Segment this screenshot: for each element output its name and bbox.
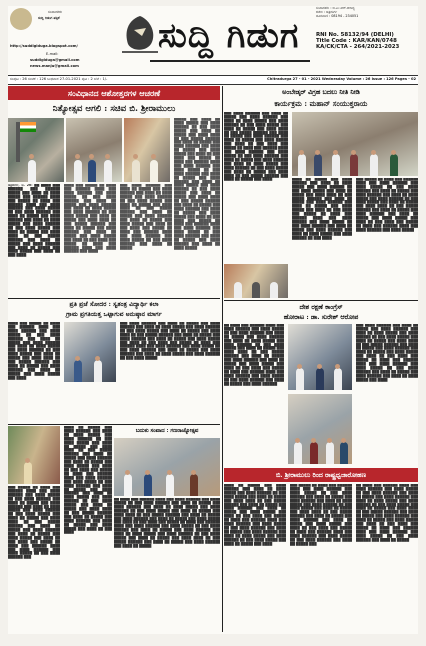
story6-column-1: ████ ██ █████ ███ ████ ██████ ███ ████ ██ ████ █████ ███ ████ ██████ ██ ███ ████ █████ ███ ████ ██ █████ ███ ████ ████ ██ ███ █████ ██████ ███ ████ ██ █████ ███ ████ ██████ ███ ████ ██ █████ ███ ████ █████ ███ ████ ██ ███ ████ ███ █████ ██ ████ ███ ██████ ████ ███ ████ ██████ ███ ████ █████ ██ ███ ████ ██████ ███ ████ ██ █████ ███ ████ ██████ ███ ████ ██ ████ █████ ███ ████ ██████ ██ ███ ████ █████ ███ ████ ██ █████ ███ ████ [224,484,286,546]
divider-1 [8,298,220,299]
email-label: E-mail: [46,52,59,56]
story3-headline-a: ದೇಶ ರಕ್ಷಣೆ ಕಾಂಗ್ರೆಸ್ [299,303,343,311]
story1-dateline: ಚಿತ್ರದುರ್ಗ, ಜ. 26: [8,184,33,187]
story4-headline-a: ಪ್ರತಿ ಪ್ರಜೆ ಸೋದರ : ಸ್ವತಂತ್ರ ವಿದ್ಯಾರ್ಥಿ ಕಲಾ [69,301,159,308]
office-line: ಕಚೇರಿ : ಚಿತ್ರದುರ್ಗ [316,10,338,15]
story3-column-1: ██ ████ ███ ██████ ████ ███ ████ ██████ ███ ████ █████ ██ ███ ████ ██████ ███ ████ ██ █████ ███ ████ ██████ ███ ████ ██ ████ █████ ███ ████ ██████ ██ ███ ████ █████ ███ ████ ██ █████ ███ ████ ████ ██ ███ █████ ██████ ███ ████ ██ █████ ███ ████ ██████ ███ ████ ██ █████ ███ ████ █████ ███ ████ ██ ███ ████ ███ █████ ██ ████ ███ ██████ ████ ███ ████ ██████ ███ ████ █████ ██ ███ ████ ██████ ███ ████ ██ █████ ███ ████ ██████ [224,324,284,386]
story2-headline-b: ಕಾರ್ಯಕ್ರಮ : ಮಹಾನ್ ಸಂಯುಕ್ತರಾಯ [274,99,368,108]
story6-column-3: ██ ████ ███ ██████ ████ ███ ████ ██████ ███ ████ █████ ██ ███ ████ ██████ ███ ████ ██ █████ ███ ████ ██████ ███ ████ ██ ████ █████ ███ ████ ██████ ██ ███ ████ █████ ███ ████ ██ █████ ███ ████ ████ ██ ███ █████ ██████ ███ ████ ██ █████ ███ ████ ██████ ███ ████ ██ █████ ███ ████ █████ ███ ████ ██ ███ ████ ███ █████ ██ ████ ███ ██████ ████ ███ ████ ██████ ███ ████ █████ ██ ███ ████ ██████ ███ ████ ██ █████ [356,484,418,542]
story4-photo [64,322,116,382]
story4-headline-b: ಗ್ರಾಮ ಪ್ರಗತಿಯತ್ತ ಒಟ್ಟಾಗುವ ಅನುಷ್ಠಾನ ಮಾರ್ಗ [66,311,162,318]
story5-headline: ಬದುಕು ಸಂವಾದ : ಗಣರಾಜ್ಯೋತ್ಸವ [135,428,199,434]
header-left-info [8,6,118,78]
story2-photo [292,112,418,176]
dateline-left: ಸಂಪುಟ : 26 ಸಂಚಿಕೆ : 126 ಬುಧವಾರ 27-01-2021 ಪುಟ : 2 ಬೆಲೆ : 1/- [10,77,108,81]
story1-banner: ಸಂವಿಧಾನದ ಆಶೋತ್ತರಗಳ ಆಚರಣೆ [8,86,220,100]
story1-column-4: █████ ███ ████ ██ ████ █████ ███ ████ ██████ ██ ███ ████ █████ ███ ████ ██ █████ ███ ████ ████ ██ ███ █████ ██████ ███ ████ ██ █████ ███ ████ ██████ ███ ████ ██ █████ ███ ████ █████ ███ ████ ██ ███ ████ ███ █████ ██ ████ ███ ██████ ████ ███ ████ ██████ ███ ████ █████ ██ ███ ████ ██████ ███ ████ ██ █████ ███ ████ ██████ ███ ████ ██ ████ █████ ███ ████ ██████ ██ ███ ████ █████ ███ ████ ██ █████ ███ ████ ████ ██ ███ █████ ██████ ███ ████ ██ █████ ███ ████ ██████ ███ ████ ██ █████ ███ ████ █████ ███ ████ ██ ███ ████ ███ █████ ██ ████ ███ ██████ ████ ███ ████ ██████ ███ ████ █████ ██ ███ ████ ██████ ███ ████ ██ █████ ███ ████ ██████ ███ ████ ██ ████ █████ [174,118,220,250]
story5-column-3: ██ ████ ███ ██████ ████ ███ ████ ██████ ███ ████ █████ ██ ███ ████ ██████ ███ ████ ██ █████ ███ ████ ██████ ███ ████ ██ ████ █████ ███ ████ ██████ ██ ███ ████ █████ ███ ████ ██ █████ ███ ████ ████ ██ ███ █████ ██████ ███ ████ ██ █████ ███ ████ ██████ ███ ████ ██ █████ ███ ████ █████ ███ ████ ██ ███ ████ ███ █████ ██ ████ ███ ██████ ████ ███ ████ ██████ ███ ████ █████ ██ ███ ████ ██████ ███ ████ ██ █████ ███ ████ ██████ ███ ████ ██ ████ █████ ███ ████ ██████ ██ ███ ████ █████ ███ ████ ██ █████ ███ ████ ████ ██ ███ █████ ██████ ███ ████ ██ █████ ███ ████ ██████ ███ ████ ██ █████ [114,498,220,548]
story3-photo [288,324,352,390]
story5-photo-2 [114,438,220,496]
story1-column-2: ████ ███ █████ ██ ████ ███ ██████ ████ ███ ████ ██████ ███ ████ █████ ██ ███ ████ ██████ ███ ████ ██ █████ ███ ████ ██████ ███ ████ ██ ████ █████ ███ ████ ██████ ██ ███ ████ █████ ███ ████ ██ █████ ███ ████ ████ ██ ███ █████ ██████ ███ ████ ██ █████ ███ ████ ██████ ███ ████ ██ █████ ███ ████ █████ ███ ████ ██ ███ ████ ███ █████ ██ ████ ███ ██████ ████ ███ ████ ██████ ███ ████ [64,184,116,254]
header-left-line2: ಸುದ್ದಿ ಗಿಡುಗ ಪತ್ರಿಕೆ [38,16,60,20]
registration-number: KA/CK/CTA - 264/2021-2023 [316,44,400,51]
newspaper-page [8,6,418,634]
phone-line: ದೂರವಾಣಿ : 08194 - 234051 [316,14,359,19]
header-right-info [316,6,418,76]
story6-column-2: ███ █████ ██ ████ ███ ██████ ████ ███ ████ ██████ ███ ████ █████ ██ ███ ████ ██████ ███ ████ ██ █████ ███ ████ ██████ ███ ████ ██ ████ █████ ███ ████ ██████ ██ ███ ████ █████ ███ ████ ██ █████ ███ ████ ████ ██ ███ █████ ██████ ███ ████ ██ █████ ███ ████ ██████ ███ ████ ██ █████ ███ ████ █████ ███ ████ ██ ███ ████ ███ █████ ██ ████ ███ ██████ ████ ███ ████ ██████ ███ ████ █████ ██ ███ ████ ██████ ███ ████ ██ █████ ███ [290,484,352,546]
story5-column-2: ████ ██ █████ ███ ████ ██████ ███ ████ ██ ████ █████ ███ ████ ██████ ██ ███ ████ █████ ███ ████ ██ █████ ███ ████ ████ ██ ███ █████ ██████ ███ ████ ██ █████ ███ ████ ██████ ███ ████ ██ █████ ███ ████ █████ ███ ████ ██ ███ ████ ███ █████ ██ ████ ███ ██████ ████ ███ ████ ██████ ███ ████ █████ ██ ███ ████ ██████ ███ ████ ██ █████ ███ ████ ██████ ███ ████ ██ ████ █████ ███ ████ ██████ ██ ███ ████ █████ ███ ████ ██ █████ ███ ████ ████ ██ ███ █████ ██████ ███ ████ ██ █████ ███ ████ ██████ ███ ████ ██ █████ ███ ████ █████ ███ ████ ██ ███ ████ [64,426,112,535]
story1-column-1: ಚಿತ್ರದುರ್ಗ, ಜ. 26: ██ ████ ███ ██████ ███ ██████ █████ ███ ████ ██ ████ █████ ███ ██████ ████ ███ █████ ██ ████ ███ ██████ ████ ███ ████ ██████ ███ ████ █████ ██ ███ ████ ██████ ███ ████ ██ █████ ███ ████ ██████ ███ ████ ██ ████ █████ ███ ████ ██████ ██ ███ ████ █████ ███ ████ ██ █████ ███ ████ ████ ██ ███ █████ ██████ ███ ████ ██ █████ ███ ████ ██████ ███ ████ ██ █████ ███ ████ █████ ███ ████ ██ ███ ████ [8,184,60,258]
dateline-bar [8,75,418,85]
story2-column-2: ████ ██ █████ ███ ████ ██████ ███ ████ ██ ████ █████ ███ ████ ██████ ██ ███ ████ █████ ███ ████ ██ █████ ███ ████ ████ ██ ███ █████ ██████ ███ ████ ██ █████ ███ ████ ██████ ███ ████ ██ █████ ███ ████ █████ ███ ████ ██ ███ ████ ███ █████ ██ ████ ███ ██████ ████ ███ ████ ██████ ███ ████ █████ ██ ███ ████ ██████ ███ ████ ██ █████ ███ ████ ██████ ███ ████ ██ ████ █████ ███ ████ ██████ ██ ███ ████ [292,178,352,240]
story2-column-1: ███ ████ ██████ ███ ████ ██ █████ ███ ████ ██████ ███ ████ ██ ████ █████ ███ ████ ██████ ██ ███ ████ █████ ███ ████ ██ █████ ███ ████ ████ ██ ███ █████ ██████ ███ ████ ██ █████ ███ ████ ██████ ███ ████ ██ █████ ███ ████ █████ ███ ████ ██ ███ ████ ███ █████ ██ ████ ███ ██████ ████ ███ ████ ██████ ███ ████ █████ ██ ███ ████ ██████ ███ ████ ██ █████ ███ ████ ██████ ███ ████ ██ ████ █████ ███ ████ ██████ ██ ███ ████ █████ ███ ████ ██ █████ ███ ████ ████ ██ ███ █████ ██████ ███ ████ ██ █████ ███ ████ [224,112,288,182]
email-address-2[interactable]: news.manju@gmail.com [30,64,79,68]
masthead-underline [150,60,310,62]
story1-photo-2 [66,118,122,182]
emblem-icon [10,8,32,30]
story3-photo-2 [288,394,352,464]
story1-column-3: ███ ████ ██████ ███ ████ ██ █████ ███ ████ ██████ ███ ████ ██ ████ █████ ███ ████ ██████ ██ ███ ████ █████ ███ ████ ██ █████ ███ ████ ████ ██ ███ █████ ██████ ███ ████ ██ █████ ███ ████ ██████ ███ ████ ██ █████ ███ ████ █████ ███ ████ ██ ███ ████ ███ █████ ██ ████ ███ ██████ ████ ███ ████ ██████ ███ ████ █████ ██ ███ ████ ██████ ███ ████ ██ █████ [120,184,172,250]
title-code: Title Code : KAR/KAN/0748 [316,38,397,45]
dateline-right: Chitradurga 27 - 01 - 2021 Wednesday Volume : 26 Issue : 126 Pages - 02 [267,77,416,81]
rni-number: RNI No. 58132/94 (DELHI) [316,32,394,39]
story5-column-1: ███ █████ ██ ████ ███ ██████ ████ ███ ████ ██████ ███ ████ █████ ██ ███ ████ ██████ ███ ████ ██ █████ ███ ████ ██████ ███ ████ ██ ████ █████ ███ ████ ██████ ██ ███ ████ █████ ███ ████ ██ █████ ███ ████ ████ ██ ███ █████ ██████ ███ ████ ██ █████ ███ ████ ██████ ███ ████ ██ █████ ███ ████ █████ ███ ████ ██ ███ ████ ███ █████ ██ ████ ███ ██████ ████ ███ ████ ██████ ███ ████ █████ ██ ███ ████ ██████ ███ [8,486,60,560]
email-address-1[interactable]: suddigiduga@gmail.com [30,58,80,62]
story2-column-3: ███ █████ ██ ████ ███ ██████ ████ ███ ████ ██████ ███ ████ █████ ██ ███ ████ ██████ ███ ████ ██ █████ ███ ████ ██████ ███ ████ ██ ████ █████ ███ ████ ██████ ██ ███ ████ █████ ███ ████ ██ █████ ███ ████ ████ ██ ███ █████ ██████ ███ ████ ██ █████ ███ ████ ██████ ███ ████ ██ █████ ███ ████ █████ ███ ████ ██ ███ ████ ███ █████ ██ ████ ███ ██████ ████ ███ ████ ██████ ███ ████ █████ [356,178,418,232]
divider-2 [8,424,220,425]
story6-banner: ಬಿ. ಶ್ರೀರಾಮುಲು ರಿಂದ ರಾಷ್ಟ್ರಧ್ವಜಾರೋಹಣ [224,468,418,482]
masthead [120,10,310,68]
story5-photo-1 [8,426,60,484]
editor-line: ಸಂಪಾದಕರು : ಜಿ.ಎಂ.ಆರ್.ಆರಾಧ್ಯ [316,6,355,10]
story3-headline-b: ಹೋರಾಟ : ಡಾ. ಸುರೇಶ್ ಆರೋಪ [283,313,359,321]
divider-3 [224,300,418,301]
masthead-title: ಸುದ್ದಿ ಗಿಡುಗ [158,16,300,56]
story2-headline-a: ಅಂಬೇಡ್ಕರ್ ವಿಗ್ರಹ ಬದಲು ನೀತಿ ನೀಡಿ [282,88,360,96]
hawk-logo-icon [120,12,160,56]
story1-photo-1 [8,118,64,182]
story4-column-1: ████ ███ █████ ██ ████ ███ ██████ ████ ███ ████ ██████ ███ ████ █████ ██ ███ ████ ██████ ███ ████ ██ █████ ███ ████ ██████ ███ ████ ██ ████ █████ ███ ████ ██████ ██ ███ ████ █████ ███ ████ ██ █████ ███ ████ ████ ██ ███ █████ ██████ ███ ████ ██ █████ ███ ████ ██████ ███ ████ ██ █████ ███ ████ █████ ███ ████ [8,322,60,380]
story1-headline: ನಿತ್ಯೋತ್ಸವ ಆಗಲಿ : ಸಚಿವ ಬಿ. ಶ್ರೀರಾಮುಲು [52,104,176,114]
column-divider [222,86,223,632]
story2-photo-small [224,264,288,298]
website-link[interactable]: http://suddigiduga.blogspot.com/ [10,44,78,48]
story4-column-2: ███ ████ ██████ ███ ████ ██ █████ ███ ████ ██████ ███ ████ ██ ████ █████ ███ ████ ██████ ██ ███ ████ █████ ███ ████ ██ █████ ███ ████ ████ ██ ███ █████ ██████ ███ ████ ██ █████ ███ ████ ██████ ███ ████ ██ █████ ███ ████ █████ ███ ████ ██ ███ ████ ███ █████ ██ ████ ███ ██████ ████ ███ ████ ██████ ███ ████ █████ ██ ███ ████ ██████ ███ ████ ██ █████ ███ ████ ██████ ███ ████ ██ ████ █████ ███ ████ ██████ ██ ███ ████ █████ [120,322,220,361]
header-left-line1: ಸಂಪಾದಕರು [48,10,63,14]
story1-photo-3 [124,118,170,182]
story3-column-2: ███ ████ ██████ ███ ████ ██ █████ ███ ████ ██████ ███ ████ ██ ████ █████ ███ ████ ██████ ██ ███ ████ █████ ███ ████ ██ █████ ███ ████ ████ ██ ███ █████ ██████ ███ ████ ██ █████ ███ ████ ██████ ███ ████ ██ █████ ███ ████ █████ ███ ████ ██ ███ ████ ███ █████ ██ ████ ███ ██████ ████ ███ ████ ██████ ███ ████ █████ ██ ███ ████ ██████ ███ ████ ██ █████ ███ ████ ██████ ███ ████ ██ ████ █████ ███ ████ [356,324,418,382]
